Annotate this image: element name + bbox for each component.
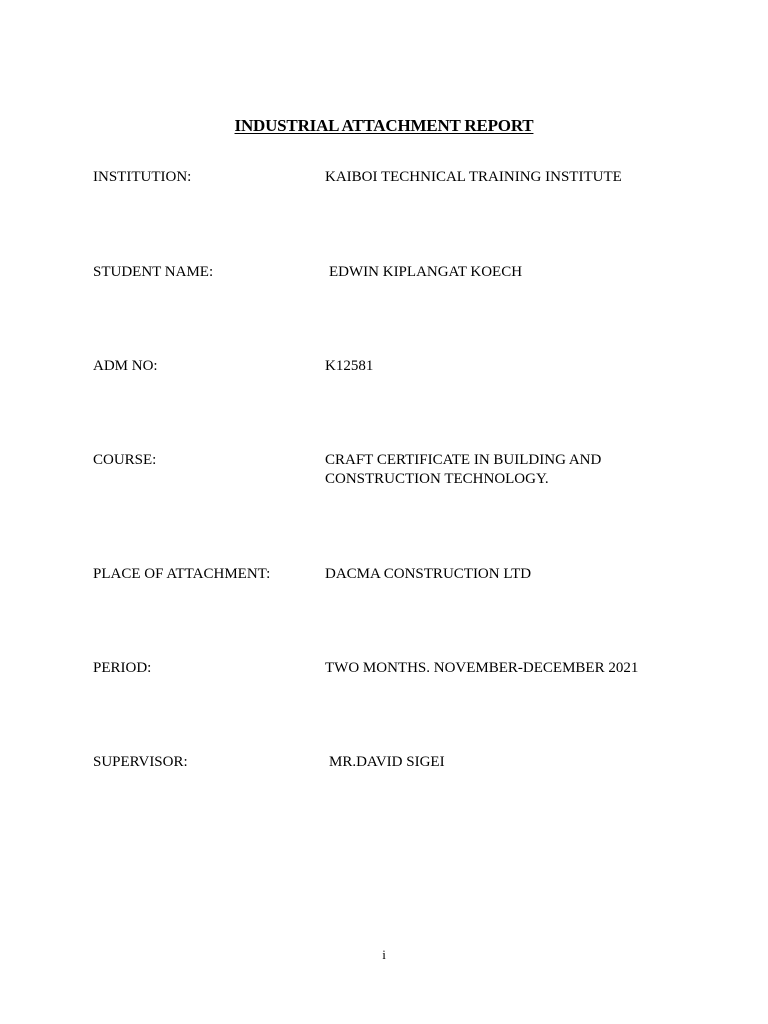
field-value-line: TWO MONTHS. NOVEMBER-DECEMBER 2021	[325, 660, 639, 676]
field-value-line: EDWIN KIPLANGAT KOECH	[329, 264, 523, 280]
field-value-period	[325, 659, 665, 678]
field-value-line: MR.DAVID SIGEI	[329, 754, 445, 770]
field-value-line: KAIBOI TECHNICAL TRAINING INSTITUTE	[325, 169, 622, 185]
report-title: INDUSTRIAL ATTACHMENT REPORT	[234, 116, 534, 135]
field-value-place-of-attachment	[325, 565, 665, 584]
field-value-line: CRAFT CERTIFICATE IN BUILDING AND	[325, 452, 602, 468]
field-label-period: PERIOD:	[93, 660, 152, 676]
field-value-course	[325, 451, 665, 489]
field-label-place-of-attachment: PLACE OF ATTACHMENT:	[93, 566, 271, 582]
field-label-student-name: STUDENT NAME:	[93, 264, 214, 280]
field-value-institution	[325, 168, 665, 187]
field-label-institution: INSTITUTION:	[93, 169, 192, 185]
field-value-supervisor	[329, 753, 669, 772]
field-label-course: COURSE:	[93, 452, 157, 468]
field-value-line: CONSTRUCTION TECHNOLOGY.	[325, 471, 549, 487]
field-label-adm-no: ADM NO:	[93, 358, 158, 374]
field-value-adm-no	[325, 357, 665, 376]
field-value-line: K12581	[325, 358, 374, 374]
page-number: i	[382, 947, 386, 962]
field-value-line: DACMA CONSTRUCTION LTD	[325, 566, 532, 582]
field-value-student-name	[329, 263, 669, 282]
field-label-supervisor: SUPERVISOR:	[93, 754, 188, 770]
